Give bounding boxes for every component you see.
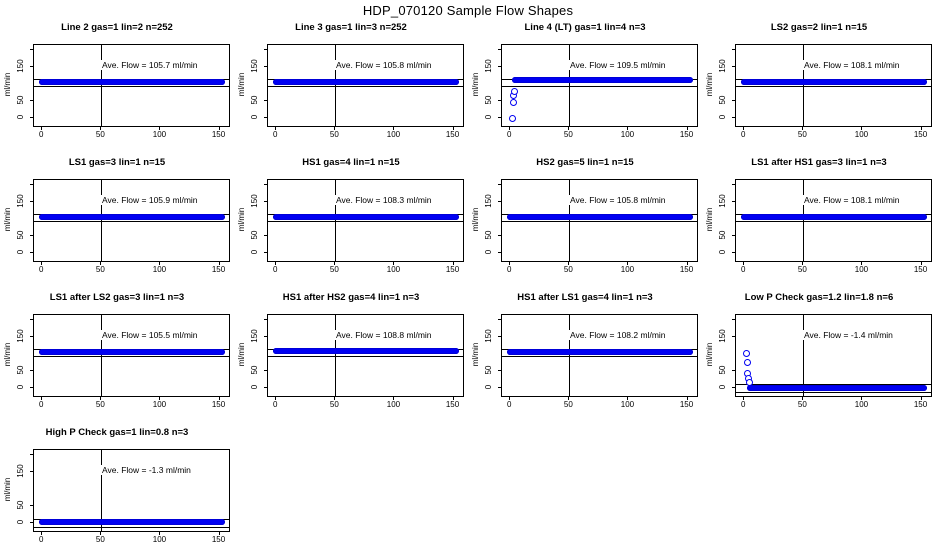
reference-hline	[34, 86, 229, 87]
ave-flow-annotation: Ave. Flow = 105.9 ml/min	[102, 195, 198, 205]
y-tick-label: 0	[250, 114, 259, 119]
ave-flow-annotation: Ave. Flow = 105.8 ml/min	[336, 60, 432, 70]
data-point	[510, 99, 517, 106]
data-point	[743, 350, 750, 357]
panel-title: HS1 after HS2 gas=4 lin=1 n=3	[282, 292, 420, 303]
data-band	[273, 79, 459, 85]
y-tick-label: 0	[16, 114, 25, 119]
data-band	[39, 214, 225, 220]
x-tick-label: 50	[95, 535, 105, 544]
main-title: HDP_070120 Sample Flow Shapes	[362, 3, 574, 18]
x-tick-label: 50	[797, 130, 807, 139]
x-tick-label: 100	[152, 400, 167, 409]
reference-hline	[736, 221, 931, 222]
x-tick-label: 100	[386, 265, 401, 274]
y-tick-label: 150	[16, 464, 25, 478]
x-tick-label: 100	[152, 130, 167, 139]
y-axis-label: ml/min	[705, 207, 714, 232]
ave-flow-annotation: Ave. Flow = 108.2 ml/min	[570, 330, 666, 340]
flow-panel	[0, 20, 234, 155]
data-band	[507, 349, 693, 355]
y-tick-label: 150	[16, 194, 25, 208]
y-tick-label: 150	[718, 194, 727, 208]
plot-area	[267, 44, 464, 127]
plot-area	[735, 44, 932, 127]
y-tick-label: 50	[16, 500, 25, 510]
y-tick-label: 50	[16, 95, 25, 105]
flow-panel	[702, 20, 936, 155]
x-tick-label: 150	[211, 535, 226, 544]
y-axis-label: ml/min	[237, 207, 246, 232]
y-axis-label: ml/min	[3, 342, 12, 367]
x-tick-label: 100	[854, 265, 869, 274]
x-tick-label: 150	[211, 130, 226, 139]
x-tick-label: 150	[211, 265, 226, 274]
x-tick-label: 150	[445, 130, 460, 139]
y-tick-label: 50	[16, 230, 25, 240]
data-point	[511, 88, 518, 95]
data-band	[512, 77, 693, 83]
reference-hline	[502, 86, 697, 87]
y-axis-label: ml/min	[237, 342, 246, 367]
y-tick-label: 50	[484, 365, 493, 375]
y-tick-label: 50	[484, 95, 493, 105]
data-point	[509, 115, 516, 122]
y-axis-label: ml/min	[705, 72, 714, 97]
y-tick-label: 150	[718, 59, 727, 73]
flow-panel	[702, 155, 936, 290]
ave-flow-annotation: Ave. Flow = 105.7 ml/min	[102, 60, 198, 70]
data-band	[39, 519, 225, 525]
x-tick-label: 100	[620, 400, 635, 409]
reference-hline	[268, 86, 463, 87]
plot-area	[501, 44, 698, 127]
data-point	[744, 359, 751, 366]
data-band	[747, 385, 927, 391]
y-tick-label: 0	[718, 249, 727, 254]
panel-title: Low P Check gas=1.2 lin=1.8 n=6	[744, 292, 894, 303]
ave-flow-annotation: Ave. Flow = -1.3 ml/min	[102, 465, 191, 475]
ave-flow-annotation: Ave. Flow = -1.4 ml/min	[804, 330, 893, 340]
y-tick-label: 150	[718, 329, 727, 343]
y-tick-label: 50	[16, 365, 25, 375]
reference-hline	[736, 86, 931, 87]
x-tick-label: 0	[273, 130, 278, 139]
flow-panel	[0, 290, 234, 425]
reference-hline	[34, 527, 229, 528]
x-tick-label: 100	[854, 400, 869, 409]
y-tick-label: 150	[250, 194, 259, 208]
y-tick-label: 0	[484, 249, 493, 254]
data-band	[741, 79, 927, 85]
x-tick-label: 150	[445, 400, 460, 409]
x-tick-label: 0	[507, 400, 512, 409]
x-tick-label: 50	[563, 400, 573, 409]
y-tick-label: 50	[484, 230, 493, 240]
x-tick-label: 100	[386, 400, 401, 409]
y-tick-label: 0	[16, 384, 25, 389]
x-tick-label: 50	[329, 400, 339, 409]
y-tick-label: 50	[718, 230, 727, 240]
x-tick-label: 50	[95, 130, 105, 139]
x-tick-label: 150	[913, 400, 928, 409]
x-tick-label: 150	[913, 265, 928, 274]
y-tick-label: 0	[484, 384, 493, 389]
reference-hline	[502, 221, 697, 222]
x-tick-label: 100	[152, 535, 167, 544]
panel-title: LS1 after HS1 gas=3 lin=1 n=3	[751, 157, 887, 168]
plot-area	[33, 314, 230, 397]
x-tick-label: 50	[95, 265, 105, 274]
y-axis-label: ml/min	[471, 207, 480, 232]
x-tick-label: 50	[797, 400, 807, 409]
data-band	[273, 214, 459, 220]
y-tick-label: 150	[250, 59, 259, 73]
reference-hline	[736, 392, 931, 393]
plot-area	[33, 179, 230, 262]
ave-flow-annotation: Ave. Flow = 108.8 ml/min	[336, 330, 432, 340]
x-tick-label: 0	[39, 265, 44, 274]
ave-flow-annotation: Ave. Flow = 108.1 ml/min	[804, 195, 900, 205]
panel-title: Line 2 gas=1 lin=2 n=252	[61, 22, 173, 33]
x-tick-label: 0	[507, 130, 512, 139]
y-tick-label: 50	[250, 230, 259, 240]
flow-panel	[468, 290, 702, 425]
y-tick-label: 150	[484, 329, 493, 343]
y-axis-label: ml/min	[705, 342, 714, 367]
x-tick-label: 150	[679, 265, 694, 274]
reference-hline	[34, 221, 229, 222]
y-tick-label: 150	[484, 59, 493, 73]
panel-title: HS2 gas=5 lin=1 n=15	[536, 157, 634, 168]
x-tick-label: 0	[741, 400, 746, 409]
plot-area	[267, 179, 464, 262]
x-tick-label: 0	[39, 400, 44, 409]
data-point	[746, 379, 753, 386]
x-tick-label: 150	[679, 130, 694, 139]
y-tick-label: 0	[484, 114, 493, 119]
x-tick-label: 50	[797, 265, 807, 274]
panel-title: LS1 gas=3 lin=1 n=15	[68, 157, 166, 168]
flow-panel	[468, 155, 702, 290]
flow-panel	[234, 20, 468, 155]
x-tick-label: 100	[854, 130, 869, 139]
y-tick-label: 0	[250, 384, 259, 389]
y-tick-label: 50	[250, 365, 259, 375]
panel-title: HS1 after LS1 gas=4 lin=1 n=3	[517, 292, 653, 303]
data-band	[507, 214, 693, 220]
reference-hline	[268, 221, 463, 222]
panel-title: HS1 gas=4 lin=1 n=15	[302, 157, 400, 168]
ave-flow-annotation: Ave. Flow = 108.3 ml/min	[336, 195, 432, 205]
x-tick-label: 150	[211, 400, 226, 409]
panel-title: LS1 after LS2 gas=3 lin=1 n=3	[49, 292, 185, 303]
x-tick-label: 50	[563, 130, 573, 139]
y-tick-label: 0	[718, 114, 727, 119]
y-tick-label: 50	[718, 365, 727, 375]
x-tick-label: 100	[620, 265, 635, 274]
ave-flow-annotation: Ave. Flow = 105.5 ml/min	[102, 330, 198, 340]
x-tick-label: 150	[679, 400, 694, 409]
plot-area	[33, 449, 230, 532]
reference-hline	[502, 356, 697, 357]
y-tick-label: 150	[16, 329, 25, 343]
flow-panel	[468, 20, 702, 155]
plot-area	[33, 44, 230, 127]
x-tick-label: 100	[152, 265, 167, 274]
reference-hline	[268, 356, 463, 357]
y-axis-label: ml/min	[3, 72, 12, 97]
y-axis-label: ml/min	[471, 342, 480, 367]
y-tick-label: 50	[250, 95, 259, 105]
plot-area	[267, 314, 464, 397]
flow-panel	[0, 155, 234, 290]
x-tick-label: 50	[563, 265, 573, 274]
panel-title: LS2 gas=2 lin=1 n=15	[770, 22, 868, 33]
y-tick-label: 150	[484, 194, 493, 208]
x-tick-label: 0	[741, 265, 746, 274]
ave-flow-annotation: Ave. Flow = 105.8 ml/min	[570, 195, 666, 205]
flow-panel	[234, 155, 468, 290]
y-tick-label: 50	[718, 95, 727, 105]
data-band	[273, 348, 459, 354]
x-tick-label: 0	[741, 130, 746, 139]
panel-title: Line 3 gas=1 lin=3 n=252	[295, 22, 407, 33]
x-tick-label: 0	[39, 130, 44, 139]
x-tick-label: 50	[329, 130, 339, 139]
ave-flow-annotation: Ave. Flow = 108.1 ml/min	[804, 60, 900, 70]
reference-hline	[34, 356, 229, 357]
data-band	[741, 214, 927, 220]
x-tick-label: 0	[507, 265, 512, 274]
plot-area	[501, 314, 698, 397]
x-tick-label: 100	[386, 130, 401, 139]
ave-flow-annotation: Ave. Flow = 109.5 ml/min	[570, 60, 666, 70]
x-tick-label: 0	[273, 265, 278, 274]
flow-panel	[234, 290, 468, 425]
panel-title: High P Check gas=1 lin=0.8 n=3	[45, 427, 189, 438]
y-axis-label: ml/min	[3, 207, 12, 232]
data-band	[39, 79, 225, 85]
y-axis-label: ml/min	[3, 477, 12, 502]
y-axis-label: ml/min	[237, 72, 246, 97]
x-tick-label: 50	[329, 265, 339, 274]
x-tick-label: 0	[273, 400, 278, 409]
y-tick-label: 0	[16, 249, 25, 254]
x-tick-label: 150	[913, 130, 928, 139]
data-band	[39, 349, 225, 355]
y-tick-label: 150	[250, 329, 259, 343]
x-tick-label: 150	[445, 265, 460, 274]
y-tick-label: 0	[250, 249, 259, 254]
y-tick-label: 0	[718, 384, 727, 389]
plot-area	[735, 179, 932, 262]
y-tick-label: 150	[16, 59, 25, 73]
x-tick-label: 50	[95, 400, 105, 409]
flow-panel	[702, 290, 936, 425]
y-tick-label: 0	[16, 519, 25, 524]
y-axis-label: ml/min	[471, 72, 480, 97]
x-tick-label: 100	[620, 130, 635, 139]
plot-area	[501, 179, 698, 262]
plot-area	[735, 314, 932, 397]
x-tick-label: 0	[39, 535, 44, 544]
panel-title: Line 4 (LT) gas=1 lin=4 n=3	[524, 22, 646, 33]
